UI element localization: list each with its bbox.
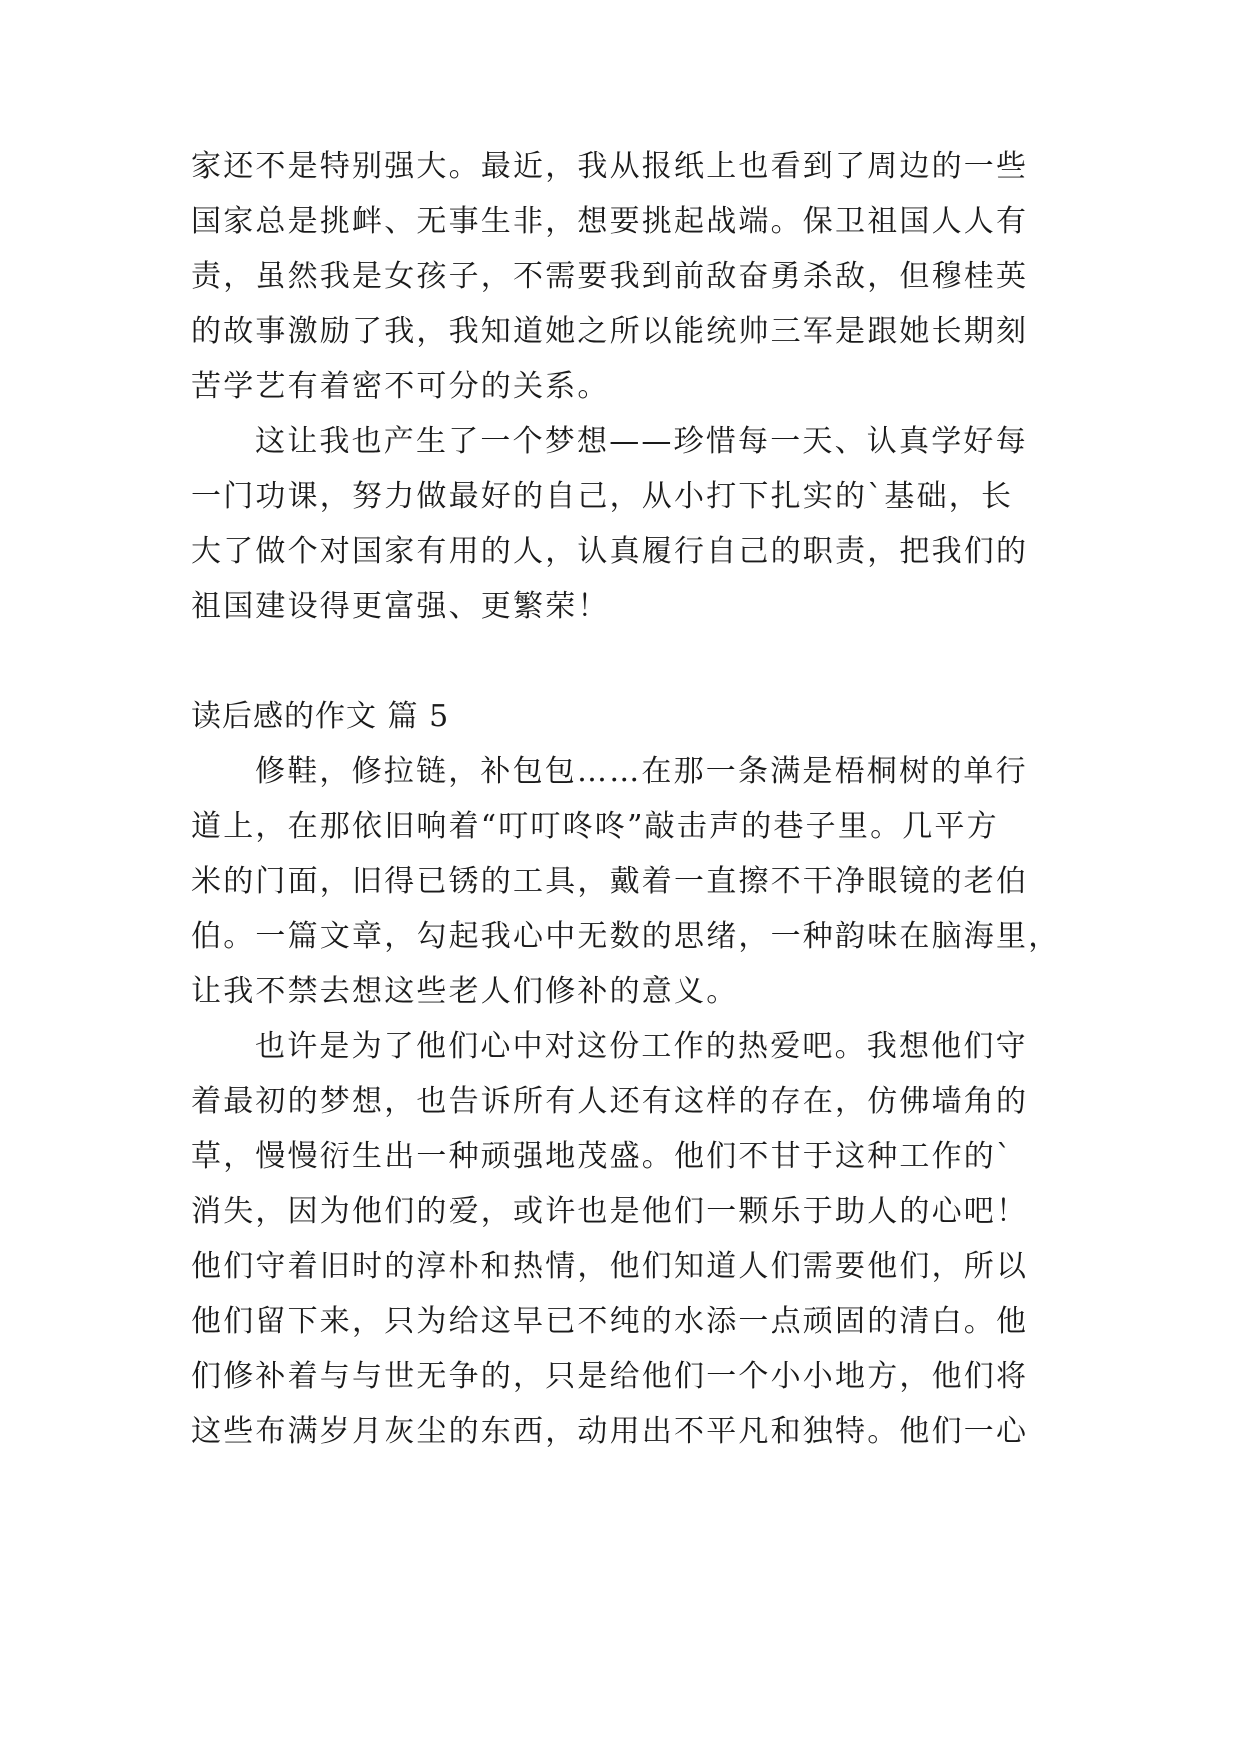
text-line: 他们留下来，只为给这早已不纯的水添一点顽固的清白。他 — [191, 1304, 1029, 1339]
text-line: 祖国建设得更富强、更繁荣！ — [191, 589, 610, 624]
text-line: 家还不是特别强大。最近，我从报纸上也看到了周边的一些 — [191, 149, 1029, 184]
text-line: 大了做个对国家有用的人，认真履行自己的职责，把我们的 — [191, 534, 1029, 569]
text-line: 这些布满岁月灰尘的东西，动用出不平凡和独特。他们一心 — [191, 1414, 1029, 1449]
text-line: 修鞋，修拉链，补包包……在那一条满是梧桐树的单行 — [255, 754, 1028, 789]
text-line: 的故事激励了我，我知道她之所以能统帅三军是跟她长期刻 — [191, 314, 1029, 349]
text-line: 责，虽然我是女孩子，不需要我到前敌奋勇杀敌，但穆桂英 — [191, 259, 1029, 294]
text-line: 一门功课，努力做最好的自己，从小打下扎实的`基础，长 — [191, 479, 1014, 514]
text-line: 这让我也产生了一个梦想——珍惜每一天、认真学好每 — [255, 424, 1028, 459]
text-line: 草，慢慢衍生出一种顽强地茂盛。他们不甘于这种工作的` — [191, 1139, 1014, 1174]
text-line: 消失，因为他们的爱，或许也是他们一颗乐于助人的心吧！ — [191, 1194, 1029, 1229]
text-line: 们修补着与与世无争的，只是给他们一个小小地方，他们将 — [191, 1359, 1029, 1394]
text-line: 道上，在那依旧响着“叮叮咚咚”敲击声的巷子里。几平方 — [191, 809, 999, 844]
text-line: 让我不禁去想这些老人们修补的意义。 — [191, 974, 739, 1009]
text-line: 伯。一篇文章，勾起我心中无数的思绪，一种韵味在脑海里， — [191, 919, 1061, 954]
text-line: 也许是为了他们心中对这份工作的热爱吧。我想他们守 — [255, 1029, 1028, 1064]
text-line: 米的门面，旧得已锈的工具，戴着一直擦不干净眼镜的老伯 — [191, 864, 1029, 899]
section-heading: 读后感的作文 篇 5 — [191, 699, 450, 734]
text-line: 苦学艺有着密不可分的关系。 — [191, 369, 610, 404]
text-line: 国家总是挑衅、无事生非，想要挑起战端。保卫祖国人人有 — [191, 204, 1029, 239]
text-line: 着最初的梦想，也告诉所有人还有这样的存在，仿佛墙角的 — [191, 1084, 1029, 1119]
text-line: 他们守着旧时的淳朴和热情，他们知道人们需要他们，所以 — [191, 1249, 1029, 1284]
